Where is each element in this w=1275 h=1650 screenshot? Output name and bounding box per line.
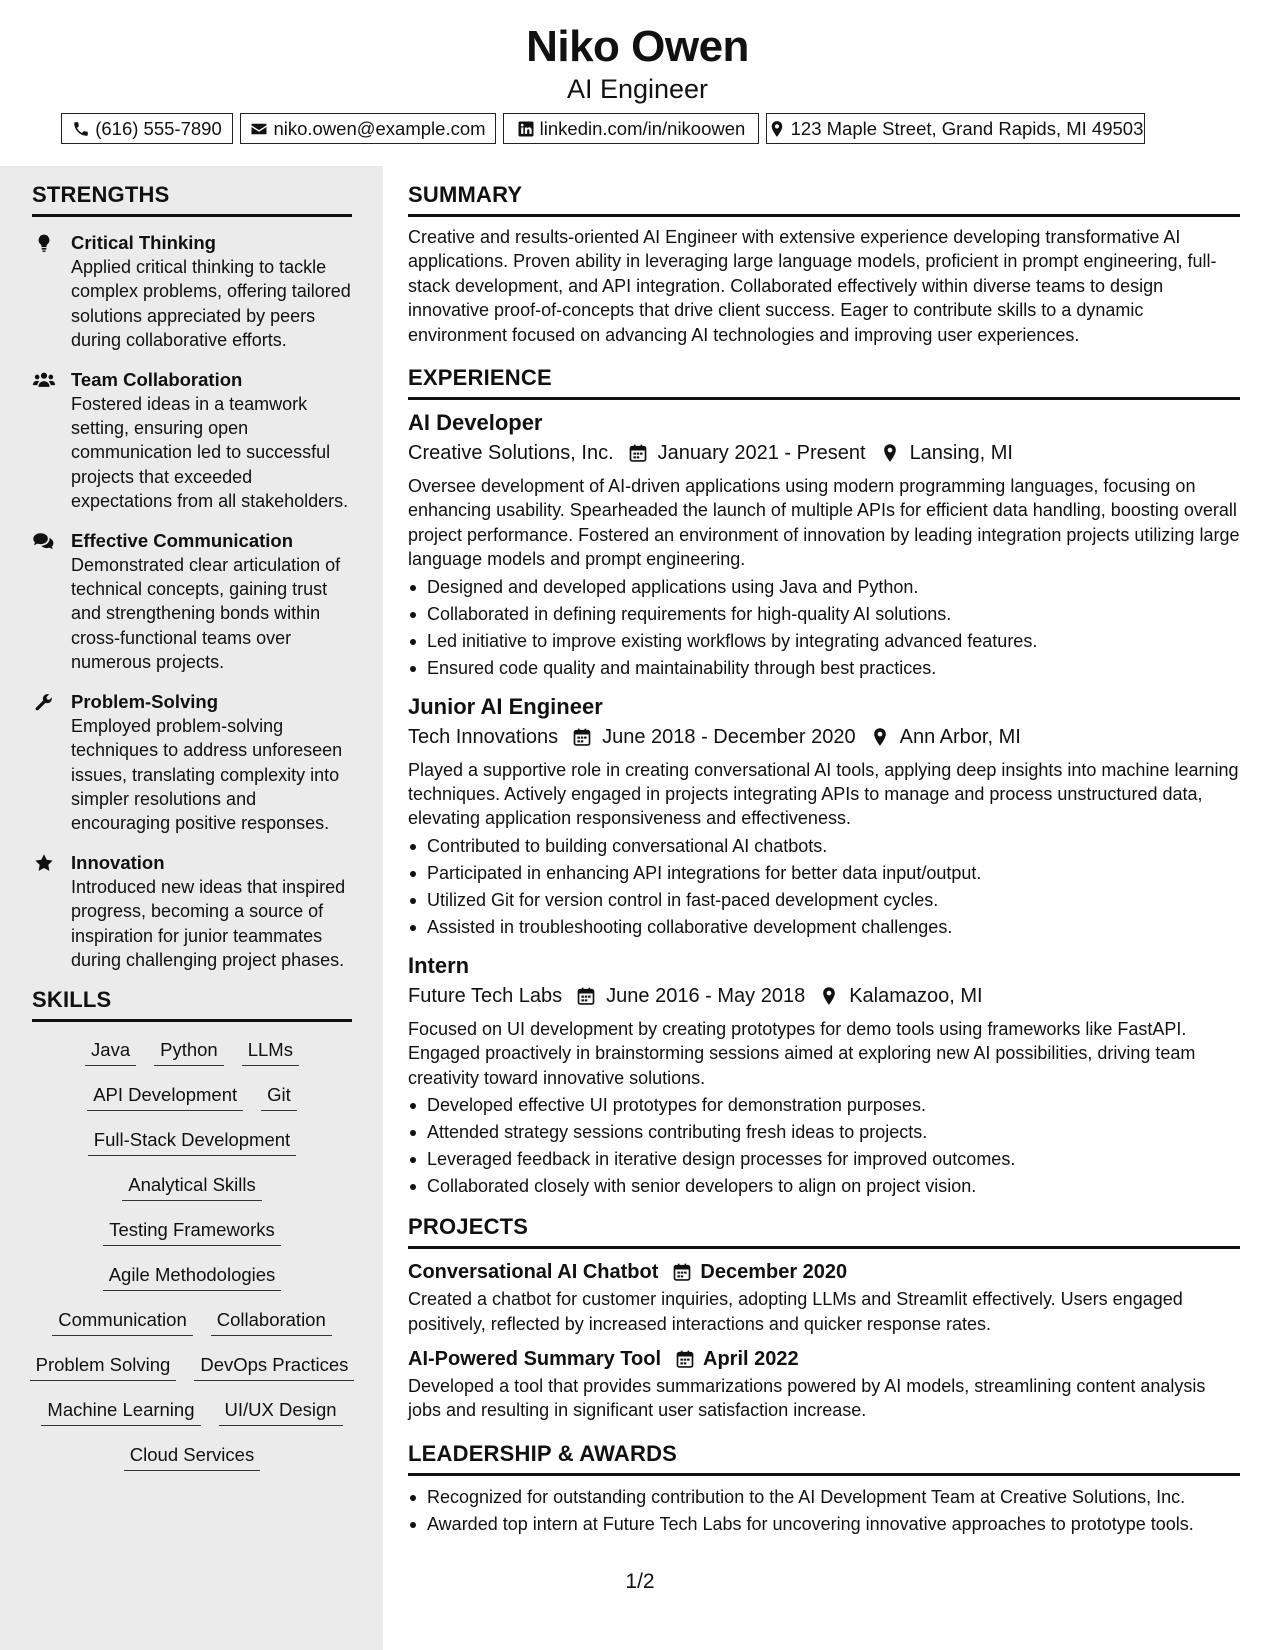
project-title-line <box>408 1257 1240 1287</box>
strength-item <box>32 231 352 353</box>
skill-tag: Agile Methodologies <box>103 1263 282 1291</box>
skill-tag: Testing Frameworks <box>103 1218 281 1246</box>
skill-tag: UI/UX Design <box>219 1398 343 1426</box>
project-date: December 2020 <box>700 1261 848 1284</box>
strength-desc: Demonstrated clear articulation of technical concepts, gaining trust and strengthening bonds within cross-functional teams over numerous projects. <box>71 554 341 673</box>
skill-tag: Problem Solving <box>30 1353 177 1381</box>
projects-heading: PROJECTS <box>408 1214 1240 1249</box>
list-item: Recognized for outstanding contribution to the AI Development Team at Creative Solutions, Inc. <box>408 1484 1240 1511</box>
contact-linkedin-text: linkedin.com/in/nikoowen <box>539 117 746 139</box>
skill-tag: Machine Learning <box>41 1398 200 1426</box>
job-title: Junior AI Engineer <box>408 693 603 719</box>
leadership-list <box>408 1484 1240 1538</box>
list-item: Leveraged feedback in iterative design processes for improved outcomes. <box>408 1146 1240 1173</box>
strengths-heading: STRENGTHS <box>32 182 352 217</box>
job-meta <box>408 438 1240 468</box>
contact-linkedin[interactable] <box>503 113 759 144</box>
envelope-icon <box>250 120 268 138</box>
resume-header <box>0 0 1275 166</box>
job-entry <box>408 951 1240 1200</box>
skill-row <box>32 1216 352 1261</box>
list-item: Ensured code quality and maintainability through best practices. <box>408 655 1240 682</box>
job-title: AI Developer <box>408 410 543 436</box>
contact-address-text: 123 Maple Street, Grand Rapids, MI 49503 <box>790 117 1144 139</box>
project-title-line <box>408 1344 1240 1374</box>
skill-tag: Communication <box>52 1308 193 1336</box>
summary-heading: SUMMARY <box>408 182 1240 217</box>
experience-heading: EXPERIENCE <box>408 365 1240 400</box>
job-dates: June 2016 - May 2018 <box>606 984 806 1007</box>
strength-desc: Employed problem-solving techniques to address unforeseen issues, translating complexity into simpler resolutions and encouraging positive responses. <box>71 715 343 834</box>
skill-row <box>32 1261 352 1306</box>
skill-tag: Collaboration <box>211 1308 332 1336</box>
list-item: Collaborated closely with senior developers to align on project vision. <box>408 1173 1240 1200</box>
job-entry <box>408 408 1240 682</box>
job-dates: June 2018 - December 2020 <box>602 725 856 748</box>
project-title: AI-Powered Summary Tool <box>408 1347 662 1370</box>
skill-tag: Analytical Skills <box>122 1173 262 1201</box>
list-item: Collaborated in defining requirements for high-quality AI solutions. <box>408 601 1240 628</box>
skill-row <box>32 1441 352 1486</box>
lightbulb-icon <box>32 233 56 253</box>
job-description: Oversee development of AI-driven applications using modern programming languages, focusing on enhancing usability. Spearheaded the launch of multiple APIs for efficient data handling, boosting overall project performance. Fostered an environment of innovation by leading integration projects utilizing large language models and prompt engineering. <box>408 476 1240 570</box>
job-company: Creative Solutions, Inc. <box>408 442 614 465</box>
job-title: Intern <box>408 952 470 978</box>
map-pin-icon <box>819 986 839 1006</box>
job-bullets <box>408 574 1240 682</box>
strength-item <box>32 851 352 973</box>
skill-row <box>32 1306 352 1351</box>
strength-item <box>32 529 352 675</box>
map-pin-icon <box>880 443 900 463</box>
list-item: Led initiative to improve existing workflows by integrating advanced features. <box>408 628 1240 655</box>
skill-row <box>32 1081 352 1126</box>
map-pin-icon <box>870 727 890 747</box>
skill-tag: API Development <box>87 1083 243 1111</box>
project-title: Conversational AI Chatbot <box>408 1261 659 1284</box>
project-description: Created a chatbot for customer inquiries, adopting LLMs and Streamlit effectively. Users engaged positively, reflected by increased interactions and quicker response rates. <box>408 1289 1183 1334</box>
job-meta <box>408 722 1240 752</box>
job-bullets <box>408 833 1240 941</box>
strength-item <box>32 690 352 836</box>
page-number: 1/2 <box>625 1570 655 1593</box>
comments-icon <box>32 531 56 551</box>
strength-title: Innovation <box>71 851 165 873</box>
sidebar <box>0 166 383 1650</box>
main-column <box>408 166 1240 1538</box>
candidate-title: AI Engineer <box>566 74 709 104</box>
project-description: Developed a tool that provides summarizations powered by AI models, streamlining content analysis jobs and resulting in significant user satisfaction increase. <box>408 1375 1206 1421</box>
skill-row <box>32 1036 352 1081</box>
wrench-icon <box>32 692 56 712</box>
skill-tag: Git <box>261 1083 297 1111</box>
candidate-name: Niko Owen <box>526 22 749 71</box>
calendar-icon <box>628 443 648 463</box>
job-bullets <box>408 1092 1240 1200</box>
calendar-icon <box>675 1349 695 1369</box>
job-location: Lansing, MI <box>909 442 1013 465</box>
list-item: Contributed to building conversational AI chatbots. <box>408 833 1240 860</box>
summary-text: Creative and results-oriented AI Engineer with extensive experience developing transformative AI applications. Proven ability in leveraging large language models, proficient in prompt engineering, full-stack development, and API integration. Collaborated effectively within diverse teams to design innovative proof-of-concepts that drive client success. Eager to contribute skills to a dynamic environment focused on advancing AI technologies and improving user experiences. <box>408 227 1217 345</box>
map-pin-icon <box>768 120 786 138</box>
contact-email[interactable] <box>240 113 496 144</box>
contact-email-text: niko.owen@example.com <box>273 117 486 139</box>
list-item: Developed effective UI prototypes for demonstration purposes. <box>408 1092 1240 1119</box>
skill-tag: Cloud Services <box>124 1443 260 1471</box>
skill-row <box>32 1351 352 1396</box>
list-item: Designed and developed applications using Java and Python. <box>408 574 1240 601</box>
strength-desc: Introduced new ideas that inspired progress, becoming a source of inspiration for junior teammates during challenging project phases. <box>71 876 346 970</box>
phone-icon <box>72 120 90 138</box>
skill-tag: Java <box>85 1038 136 1066</box>
calendar-icon <box>672 1262 692 1282</box>
skill-row <box>32 1126 352 1171</box>
skills-list <box>32 1036 352 1486</box>
project-entry <box>408 1344 1240 1423</box>
job-location: Kalamazoo, MI <box>849 984 983 1007</box>
list-item: Attended strategy sessions contributing fresh ideas to projects. <box>408 1119 1240 1146</box>
list-item: Utilized Git for version control in fast-paced development cycles. <box>408 887 1240 914</box>
skill-tag: Python <box>154 1038 224 1066</box>
strength-item <box>32 368 352 514</box>
job-description: Focused on UI development by creating prototypes for demo tools using frameworks like FastAPI. Engaged proactively in brainstorming sessions aimed at exploring new AI possibilities, driving team creativity toward innovative solutions. <box>408 1018 1196 1088</box>
skill-tag: Full-Stack Development <box>88 1128 296 1156</box>
strength-title: Critical Thinking <box>71 232 216 253</box>
project-date: April 2022 <box>703 1347 799 1370</box>
job-description: Played a supportive role in creating conversational AI tools, applying deep insights into machine learning techniques. Actively engaged in projects integrating APIs to manage and process unstructured data, elevating application responsiveness and effectiveness. <box>408 759 1239 829</box>
calendar-icon <box>572 727 592 747</box>
contact-phone[interactable] <box>61 113 233 144</box>
contact-bar <box>0 113 1275 145</box>
contact-address <box>766 113 1145 144</box>
job-meta <box>408 981 1240 1011</box>
list-item: Awarded top intern at Future Tech Labs for uncovering innovative approaches to prototype tools. <box>408 1511 1240 1538</box>
skills-heading: SKILLS <box>32 987 352 1022</box>
job-company: Future Tech Labs <box>408 984 563 1007</box>
skill-tag: DevOps Practices <box>194 1353 354 1381</box>
skill-row <box>32 1171 352 1216</box>
star-icon <box>32 853 56 873</box>
users-icon <box>32 370 56 390</box>
calendar-icon <box>576 986 596 1006</box>
job-entry <box>408 692 1240 941</box>
leadership-heading: LEADERSHIP & AWARDS <box>408 1441 1240 1476</box>
strength-title: Effective Communication <box>71 529 294 551</box>
skill-row <box>32 1396 352 1441</box>
job-dates: January 2021 - Present <box>657 442 866 465</box>
strength-desc: Applied critical thinking to tackle complex problems, offering tailored solutions appreciated by peers during collaborative efforts. <box>71 257 351 351</box>
list-item: Participated in enhancing API integrations for better data input/output. <box>408 860 1240 887</box>
list-item: Assisted in troubleshooting collaborative development challenges. <box>408 914 1240 941</box>
skill-tag: LLMs <box>242 1038 299 1066</box>
strength-title: Problem-Solving <box>71 690 218 712</box>
contact-phone-text: (616) 555-7890 <box>95 117 222 139</box>
job-location: Ann Arbor, MI <box>899 725 1021 748</box>
strength-desc: Fostered ideas in a teamwork setting, ensuring open communication led to successful projects that exceeded expectations from all stakeholders. <box>71 393 349 512</box>
linkedin-icon <box>517 120 535 138</box>
job-company: Tech Innovations <box>408 725 559 748</box>
project-entry <box>408 1257 1240 1336</box>
strength-title: Team Collaboration <box>71 368 243 390</box>
